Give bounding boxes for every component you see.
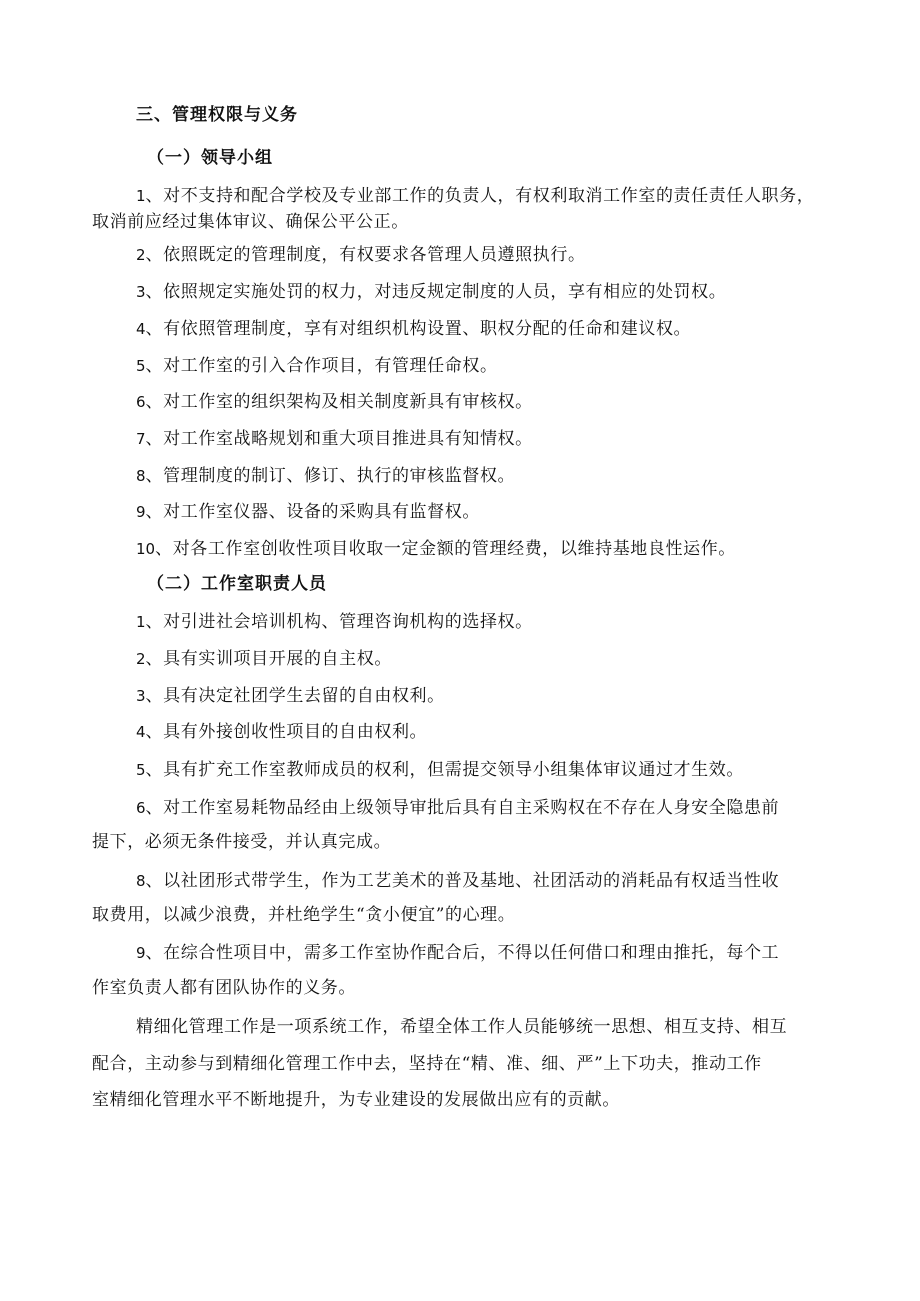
item-number: 5 <box>136 357 146 375</box>
item-number: 3 <box>136 283 146 301</box>
item-number: 4 <box>136 723 146 741</box>
closing-paragraph-line: 精细化管理工作是一项系统工作，希望全体工作人员能够统一思想、相互支持、相互 <box>136 1017 788 1037</box>
list-item <box>136 942 779 964</box>
item-text: 、管理制度的制订、修订、执行的审核监督权。 <box>145 466 516 486</box>
item-number: 1 <box>136 613 146 631</box>
item-number: 7 <box>136 430 146 448</box>
item-number: 6 <box>136 393 146 411</box>
item-text: 、对不支持和配合学校及专业部工作的负责人，有权利取消工作室的责任责任人职务， <box>145 186 815 206</box>
closing-paragraph-line: 配合，主动参与到精细化管理工作中去，坚持在“精、准、细、严”上下功夫，推动工作 <box>92 1054 762 1074</box>
item-text-continued: 取费用，以减少浪费，并杜绝学生“贪小便宜”的心理。 <box>92 905 516 925</box>
item-number: 8 <box>136 467 146 485</box>
item-text: 、具有决定社团学生去留的自由权利。 <box>145 686 445 706</box>
item-text: 、对工作室战略规划和重大项目推进具有知情权。 <box>145 429 533 449</box>
list-item <box>136 501 480 523</box>
list-item <box>136 797 779 819</box>
list-item <box>136 685 445 707</box>
list-item <box>136 318 691 340</box>
item-text: 、依照既定的管理制度，有权要求各管理人员遵照执行。 <box>145 245 586 265</box>
list-item <box>136 870 779 892</box>
item-text: 、在综合性项目中，需多工作室协作配合后，不得以任何借口和理由推托，每个工 <box>145 943 780 963</box>
item-text: 、对工作室易耗物品经由上级领导审批后具有自主采购权在不存在人身安全隐患前 <box>145 798 780 818</box>
item-text: 、对工作室的引入合作项目，有管理任命权。 <box>145 356 498 376</box>
item-text: 、具有外接创收性项目的自由权利。 <box>145 722 428 742</box>
list-item <box>136 648 392 670</box>
item-text: 、有依照管理制度，享有对组织机构设置、职权分配的任命和建议权。 <box>145 319 692 339</box>
list-item <box>136 611 533 633</box>
item-number: 2 <box>136 246 146 264</box>
subsection-title-leadership: （一）领导小组 <box>147 148 273 168</box>
list-item <box>136 428 533 450</box>
closing-paragraph-line: 室精细化管理水平不断地提升，为专业建设的发展做出应有的贡献。 <box>92 1090 620 1110</box>
item-text-continued: 提下，必须无条件接受，并认真完成。 <box>92 832 392 852</box>
item-number: 9 <box>136 944 146 962</box>
item-text: 、具有实训项目开展的自主权。 <box>145 649 392 669</box>
item-number: 4 <box>136 320 146 338</box>
list-item <box>136 759 744 781</box>
list-item <box>136 538 736 560</box>
section-title: 三、管理权限与义务 <box>136 105 298 125</box>
item-number: 6 <box>136 799 146 817</box>
item-number: 1 <box>136 187 146 205</box>
list-item <box>136 185 814 207</box>
item-text: 、对工作室仪器、设备的采购具有监督权。 <box>145 502 480 522</box>
list-item <box>136 355 498 377</box>
list-item <box>136 721 427 743</box>
item-text-continued: 取消前应经过集体审议、确保公平公正。 <box>92 212 409 232</box>
item-number: 9 <box>136 503 146 521</box>
item-number: 2 <box>136 650 146 668</box>
item-number: 8 <box>136 872 146 890</box>
subsection-title-staff: （二）工作室职责人员 <box>147 574 327 594</box>
item-text: 、对工作室的组织架构及相关制度新具有审核权。 <box>145 392 533 412</box>
list-item <box>136 281 726 303</box>
list-item <box>136 465 515 487</box>
list-item <box>136 244 586 266</box>
item-text: 、具有扩充工作室教师成员的权利，但需提交领导小组集体审议通过才生效。 <box>145 760 744 780</box>
item-text: 、以社团形式带学生，作为工艺美术的普及基地、社团活动的消耗品有权适当性收 <box>145 871 780 891</box>
list-item <box>136 391 533 413</box>
item-number: 10 <box>136 540 156 558</box>
item-text: 、依照规定实施处罚的权力，对违反规定制度的人员，享有相应的处罚权。 <box>145 282 727 302</box>
item-text: 、对各工作室创收性项目收取一定金额的管理经费，以维持基地良性运作。 <box>155 539 736 559</box>
item-text: 、对引进社会培训机构、管理咨询机构的选择权。 <box>145 612 533 632</box>
item-text-continued: 作室负责人都有团队协作的义务。 <box>92 978 356 998</box>
item-number: 5 <box>136 761 146 779</box>
item-number: 3 <box>136 687 146 705</box>
